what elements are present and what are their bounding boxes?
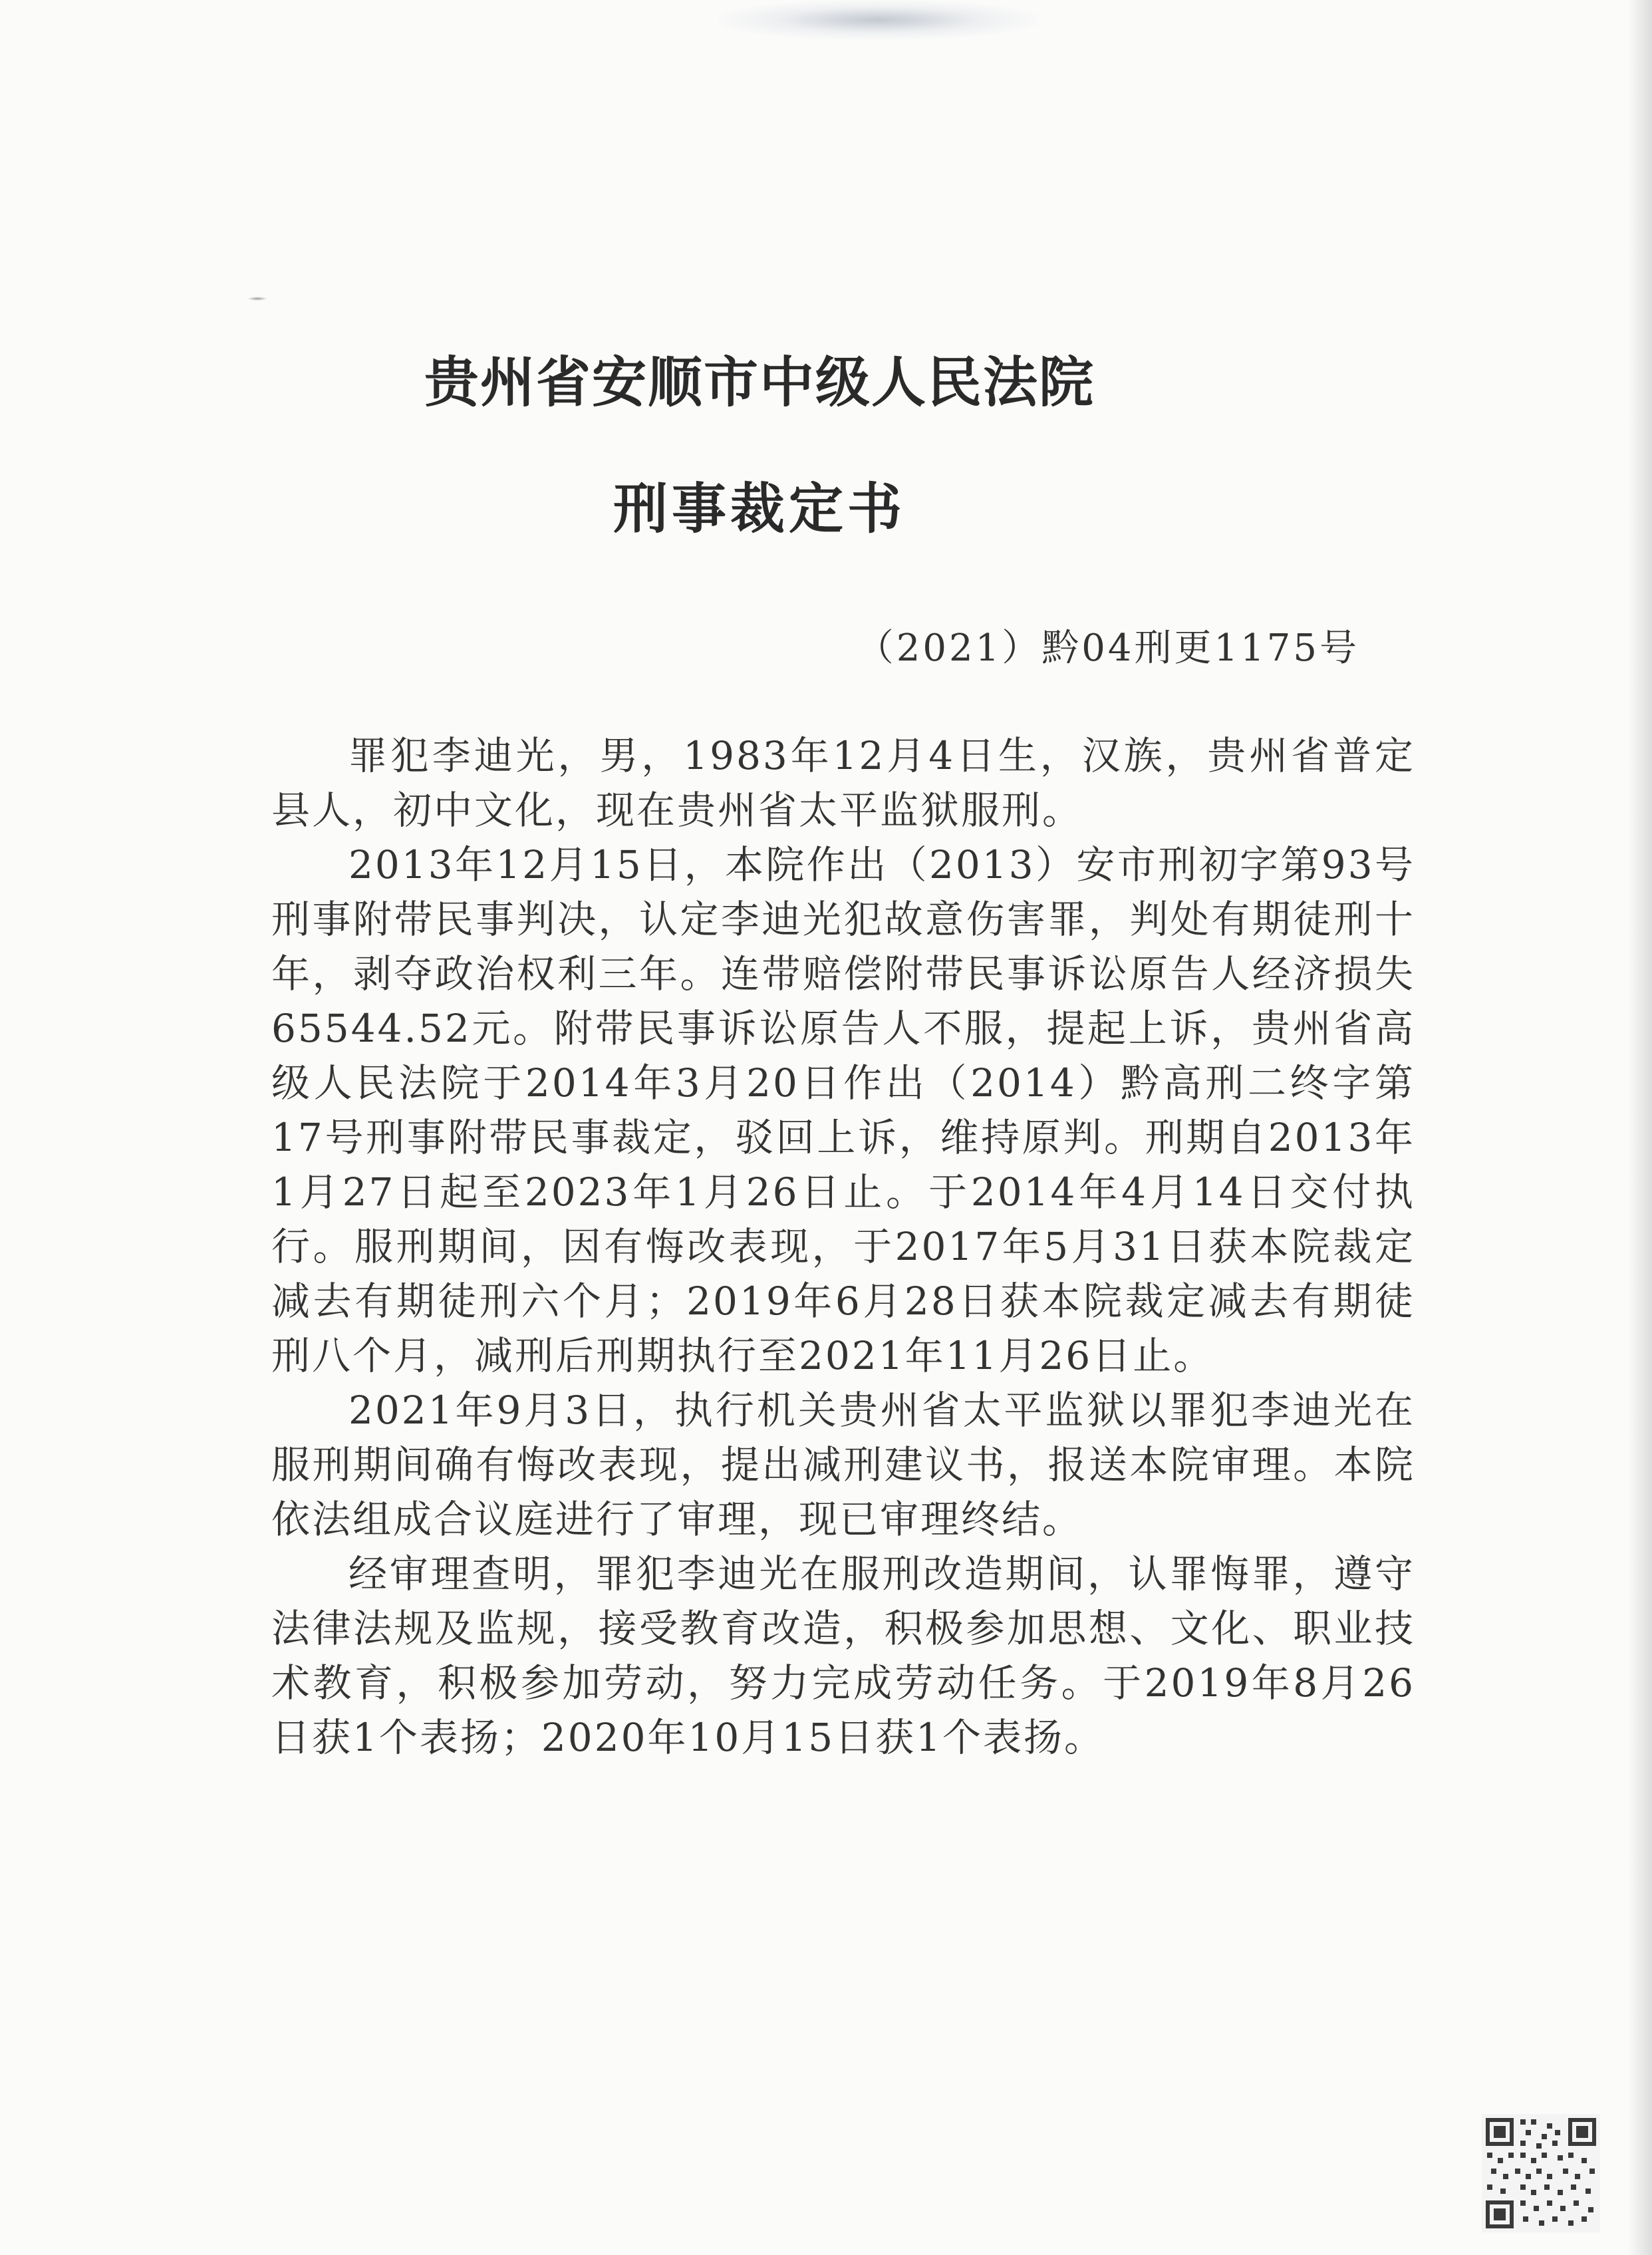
paragraph-commutation-proposal: 2021年9月3日，执行机关贵州省太平监狱以罪犯李迪光在服刑期间确有悔改表现，提出减刑建议书，报送本院审理。本院依法组成合议庭进行了审理，现已审理终结。 bbox=[271, 1388, 1415, 1542]
qr-code-icon bbox=[1482, 2114, 1600, 2232]
case-number: （2021）黔04刑更1175号 bbox=[856, 627, 1359, 670]
paragraph-findings: 经审理查明，罪犯李迪光在服刑改造期间，认罪悔罪，遵守法律法规及监规，接受教育改造，积极参加思想、文化、职业技术教育，积极参加劳动，努力完成劳动任务。于2019年8月26日获1个表扬；2020年10月15日获1个表扬。 bbox=[271, 1551, 1415, 1760]
document-body bbox=[271, 728, 1415, 1765]
document-type-heading: 刑事裁定书 bbox=[613, 477, 906, 541]
paragraph-criminal-info: 罪犯李迪光，男，1983年12月4日生，汉族，贵州省普定县人，初中文化，现在贵州省太平监狱服刑。 bbox=[271, 733, 1415, 833]
court-name-heading: 贵州省安顺市中级人民法院 bbox=[424, 351, 1095, 414]
scan-smudge bbox=[718, 0, 1037, 40]
scan-edge-shadow bbox=[1628, 0, 1652, 2255]
scan-mark bbox=[247, 297, 267, 301]
paragraph-judgment-history: 2013年12月15日，本院作出（2013）安市刑初字第93号刑事附带民事判决，认定李迪光犯故意伤害罪，判处有期徒刑十年，剥夺政治权利三年。连带赔偿附带民事诉讼原告人经济损失65544.52元。附带民事诉讼原告人不服，提起上诉，贵州省高级人民法院于2014年3月20日作出（2014）黔高刑二终字第17号刑事附带民事裁定，驳回上诉，维持原判。刑期自2013年1月27日起至2023年1月26日止。于2014年4月14日交付执行。服刑期间，因有悔改表现，于2017年5月31日获本院裁定减去有期徒刑六个月；2019年6月28日获本院裁定减去有期徒刑八个月，减刑后刑期执行至2021年11月26日止。 bbox=[271, 842, 1415, 1378]
